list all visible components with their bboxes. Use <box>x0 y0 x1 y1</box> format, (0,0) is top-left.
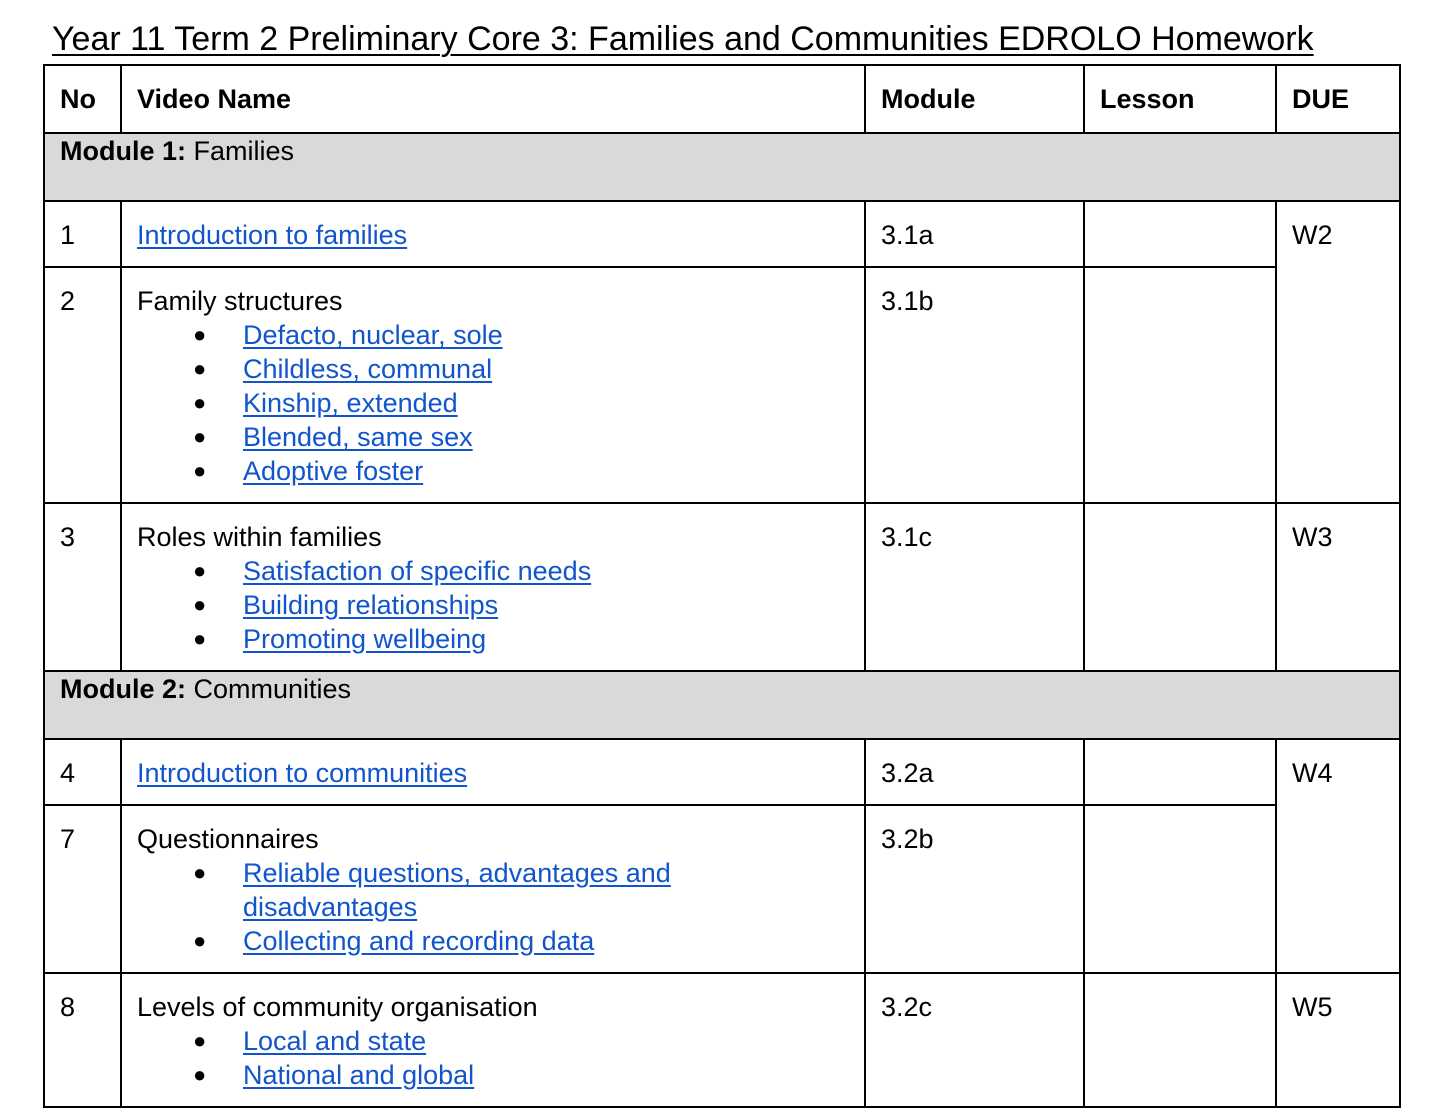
video-link[interactable]: Introduction to communities <box>137 758 468 788</box>
bullet-icon: ● <box>193 558 207 583</box>
video-name-cell <box>121 973 865 1107</box>
list-item <box>189 622 849 656</box>
video-link[interactable]: Kinship, extended <box>243 388 458 418</box>
video-link[interactable]: Satisfaction of specific needs <box>243 556 592 586</box>
lesson-cell <box>1084 201 1276 267</box>
lesson-cell <box>1084 973 1276 1107</box>
video-link-list <box>137 856 849 958</box>
list-item <box>189 554 849 588</box>
row-number: 8 <box>44 973 121 1107</box>
table-row <box>44 267 1400 503</box>
lesson-cell <box>1084 739 1276 805</box>
video-link[interactable]: Adoptive foster <box>243 456 424 486</box>
bullet-icon: ● <box>193 860 207 885</box>
table-row <box>44 739 1400 805</box>
module-1-section-row <box>44 133 1400 201</box>
video-link[interactable]: Blended, same sex <box>243 422 473 452</box>
video-link[interactable]: Collecting and recording data <box>243 926 595 956</box>
module-code: 3.1a <box>865 201 1084 267</box>
module-2-name: Communities <box>186 674 352 704</box>
video-link-list <box>137 318 849 488</box>
bullet-icon: ● <box>193 626 207 651</box>
video-name-cell <box>121 805 865 973</box>
video-group-title: Questionnaires <box>137 824 319 854</box>
due-week: W3 <box>1276 503 1400 671</box>
header-module: Module <box>865 65 1084 133</box>
table-row <box>44 201 1400 267</box>
lesson-cell <box>1084 267 1276 503</box>
header-no: No <box>44 65 121 133</box>
bullet-icon: ● <box>193 356 207 381</box>
video-link-list <box>137 1024 849 1092</box>
module-code: 3.1c <box>865 503 1084 671</box>
row-number: 2 <box>44 267 121 503</box>
video-link[interactable]: Introduction to families <box>137 220 408 250</box>
bullet-icon: ● <box>193 928 207 953</box>
module-code: 3.2c <box>865 973 1084 1107</box>
row-number: 1 <box>44 201 121 267</box>
due-week: W2 <box>1276 201 1400 503</box>
module-2-label: Module 2: <box>60 674 186 704</box>
list-item <box>189 352 849 386</box>
video-link[interactable]: Local and state <box>243 1026 427 1056</box>
bullet-icon: ● <box>193 390 207 415</box>
video-name-cell <box>121 503 865 671</box>
table-row <box>44 973 1400 1107</box>
module-2-section-row <box>44 671 1400 739</box>
video-link-list <box>137 554 849 656</box>
row-number: 3 <box>44 503 121 671</box>
table-row <box>44 805 1400 973</box>
homework-table <box>43 64 1401 1108</box>
bullet-icon: ● <box>193 1028 207 1053</box>
video-name-cell <box>121 267 865 503</box>
list-item <box>189 588 849 622</box>
list-item <box>189 318 849 352</box>
video-link[interactable]: Childless, communal <box>243 354 493 384</box>
table-row <box>44 503 1400 671</box>
due-week: W4 <box>1276 739 1400 973</box>
list-item <box>189 420 849 454</box>
list-item <box>189 924 709 958</box>
video-group-title: Roles within families <box>137 522 382 552</box>
list-item <box>189 856 709 924</box>
video-link[interactable]: Defacto, nuclear, sole <box>243 320 503 350</box>
module-1-label: Module 1: <box>60 136 186 166</box>
header-due: DUE <box>1276 65 1400 133</box>
video-link[interactable]: Promoting wellbeing <box>243 624 487 654</box>
bullet-icon: ● <box>193 424 207 449</box>
bullet-icon: ● <box>193 592 207 617</box>
list-item <box>189 386 849 420</box>
bullet-icon: ● <box>193 1062 207 1087</box>
video-link[interactable]: Reliable questions, advantages and disadvantages <box>243 858 671 922</box>
module-2-heading <box>44 671 1400 739</box>
module-code: 3.1b <box>865 267 1084 503</box>
video-group-title: Levels of community organisation <box>137 992 538 1022</box>
module-code: 3.2a <box>865 739 1084 805</box>
lesson-cell <box>1084 503 1276 671</box>
due-week: W5 <box>1276 973 1400 1107</box>
module-1-heading <box>44 133 1400 201</box>
row-number: 4 <box>44 739 121 805</box>
video-link[interactable]: National and global <box>243 1060 475 1090</box>
bullet-icon: ● <box>193 322 207 347</box>
video-group-title: Family structures <box>137 286 343 316</box>
video-link[interactable]: Building relationships <box>243 590 499 620</box>
list-item <box>189 1058 849 1092</box>
document-title: Year 11 Term 2 Preliminary Core 3: Families and Communities EDROLO Homework <box>52 20 1314 58</box>
bullet-icon: ● <box>193 458 207 483</box>
header-lesson: Lesson <box>1084 65 1276 133</box>
video-name-cell <box>121 201 865 267</box>
header-video-name: Video Name <box>121 65 865 133</box>
list-item <box>189 454 849 488</box>
video-name-cell <box>121 739 865 805</box>
lesson-cell <box>1084 805 1276 973</box>
module-1-name: Families <box>186 136 295 166</box>
module-code: 3.2b <box>865 805 1084 973</box>
table-header-row <box>44 65 1400 133</box>
list-item <box>189 1024 849 1058</box>
row-number: 7 <box>44 805 121 973</box>
